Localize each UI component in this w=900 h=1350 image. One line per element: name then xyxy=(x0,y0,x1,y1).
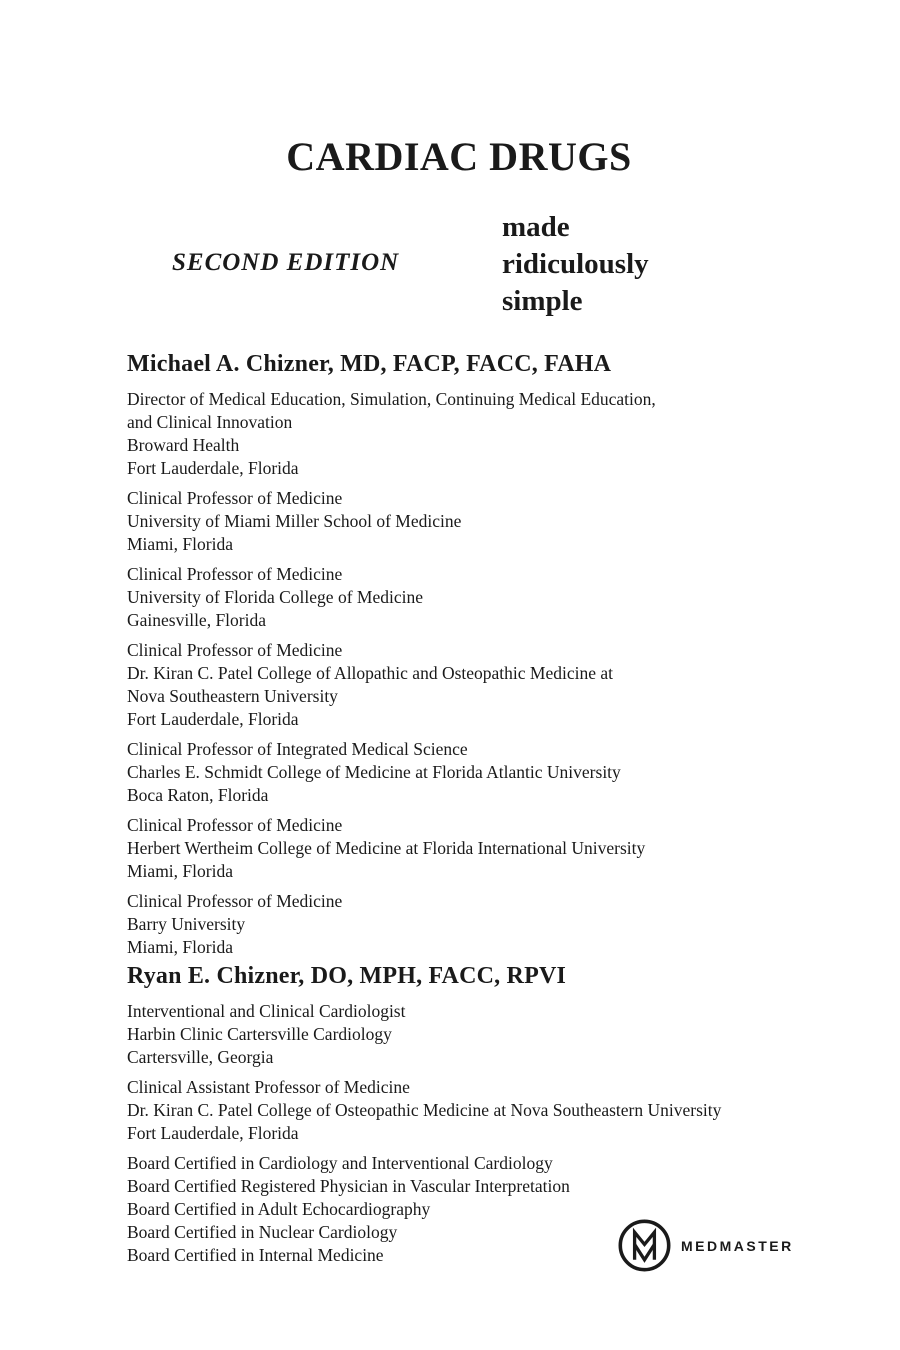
affiliation-line: Clinical Professor of Medicine xyxy=(127,891,343,911)
affiliation-block xyxy=(127,814,827,883)
affiliation-block xyxy=(127,890,827,959)
affiliation-line: Charles E. Schmidt College of Medicine at Florida Atlantic University xyxy=(127,762,621,782)
affiliation-line: Clinical Professor of Medicine xyxy=(127,640,343,660)
authors-section xyxy=(127,350,827,1274)
affiliation-line: Director of Medical Education, Simulation, Continuing Medical Education, xyxy=(127,389,656,409)
affiliation-line: Clinical Professor of Medicine xyxy=(127,488,343,508)
affiliation-block xyxy=(127,639,827,731)
affiliation-line: Clinical Professor of Integrated Medical Science xyxy=(127,739,468,759)
publisher-logo xyxy=(617,1218,794,1273)
affiliation-line: Interventional and Clinical Cardiologist xyxy=(127,1001,406,1021)
affiliation-line: and Clinical Innovation xyxy=(127,412,293,432)
affiliation-line: Clinical Professor of Medicine xyxy=(127,815,343,835)
tagline-line: made xyxy=(502,211,570,243)
affiliation-line: Clinical Professor of Medicine xyxy=(127,564,343,584)
book-tagline xyxy=(502,209,649,320)
certification-line: Board Certified in Internal Medicine xyxy=(127,1245,384,1265)
certification-line: Board Certified in Adult Echocardiography xyxy=(127,1199,431,1219)
affiliation-block xyxy=(127,388,827,480)
affiliation-line: Boca Raton, Florida xyxy=(127,785,269,805)
author-name-ryan-chizner: Ryan E. Chizner, DO, MPH, FACC, RPVI xyxy=(127,963,567,989)
affiliation-line: Fort Lauderdale, Florida xyxy=(127,458,299,478)
author-name-michael-chizner: Michael A. Chizner, MD, FACP, FACC, FAHA xyxy=(127,351,612,377)
tagline-line: ridiculously xyxy=(502,248,649,280)
affiliation-line: Fort Lauderdale, Florida xyxy=(127,1123,299,1143)
affiliation-line: Fort Lauderdale, Florida xyxy=(127,709,299,729)
affiliation-line: Barry University xyxy=(127,914,246,934)
affiliation-line: Gainesville, Florida xyxy=(127,610,267,630)
affiliation-block xyxy=(127,1000,827,1069)
affiliation-block xyxy=(127,487,827,556)
tagline-line: simple xyxy=(502,285,583,317)
affiliation-line: University of Miami Miller School of Medicine xyxy=(127,511,462,531)
book-title: CARDIAC DRUGS xyxy=(286,134,632,179)
affiliation-line: University of Florida College of Medicine xyxy=(127,587,423,607)
affiliation-block xyxy=(127,563,827,632)
affiliation-line: Broward Health xyxy=(127,435,240,455)
affiliation-block xyxy=(127,1076,827,1145)
medmaster-monogram-icon xyxy=(617,1218,672,1273)
affiliation-line: Nova Southeastern University xyxy=(127,686,338,706)
certification-line: Board Certified in Cardiology and Interventional Cardiology xyxy=(127,1153,553,1173)
certification-line: Board Certified Registered Physician in Vascular Interpretation xyxy=(127,1176,570,1196)
publisher-name: MEDMASTER xyxy=(681,1237,794,1254)
affiliation-line: Clinical Assistant Professor of Medicine xyxy=(127,1077,410,1097)
affiliation-line: Harbin Clinic Cartersville Cardiology xyxy=(127,1024,392,1044)
certification-line: Board Certified in Nuclear Cardiology xyxy=(127,1222,398,1242)
affiliation-line: Herbert Wertheim College of Medicine at Florida International University xyxy=(127,838,646,858)
affiliation-line: Cartersville, Georgia xyxy=(127,1047,274,1067)
affiliation-line: Miami, Florida xyxy=(127,861,233,881)
affiliation-line: Miami, Florida xyxy=(127,937,233,957)
affiliation-line: Dr. Kiran C. Patel College of Osteopathic Medicine at Nova Southeastern University xyxy=(127,1100,722,1120)
affiliation-line: Miami, Florida xyxy=(127,534,233,554)
affiliation-line: Dr. Kiran C. Patel College of Allopathic and Osteopathic Medicine at xyxy=(127,663,613,683)
edition-label: SECOND EDITION xyxy=(172,249,400,276)
affiliation-block xyxy=(127,738,827,807)
